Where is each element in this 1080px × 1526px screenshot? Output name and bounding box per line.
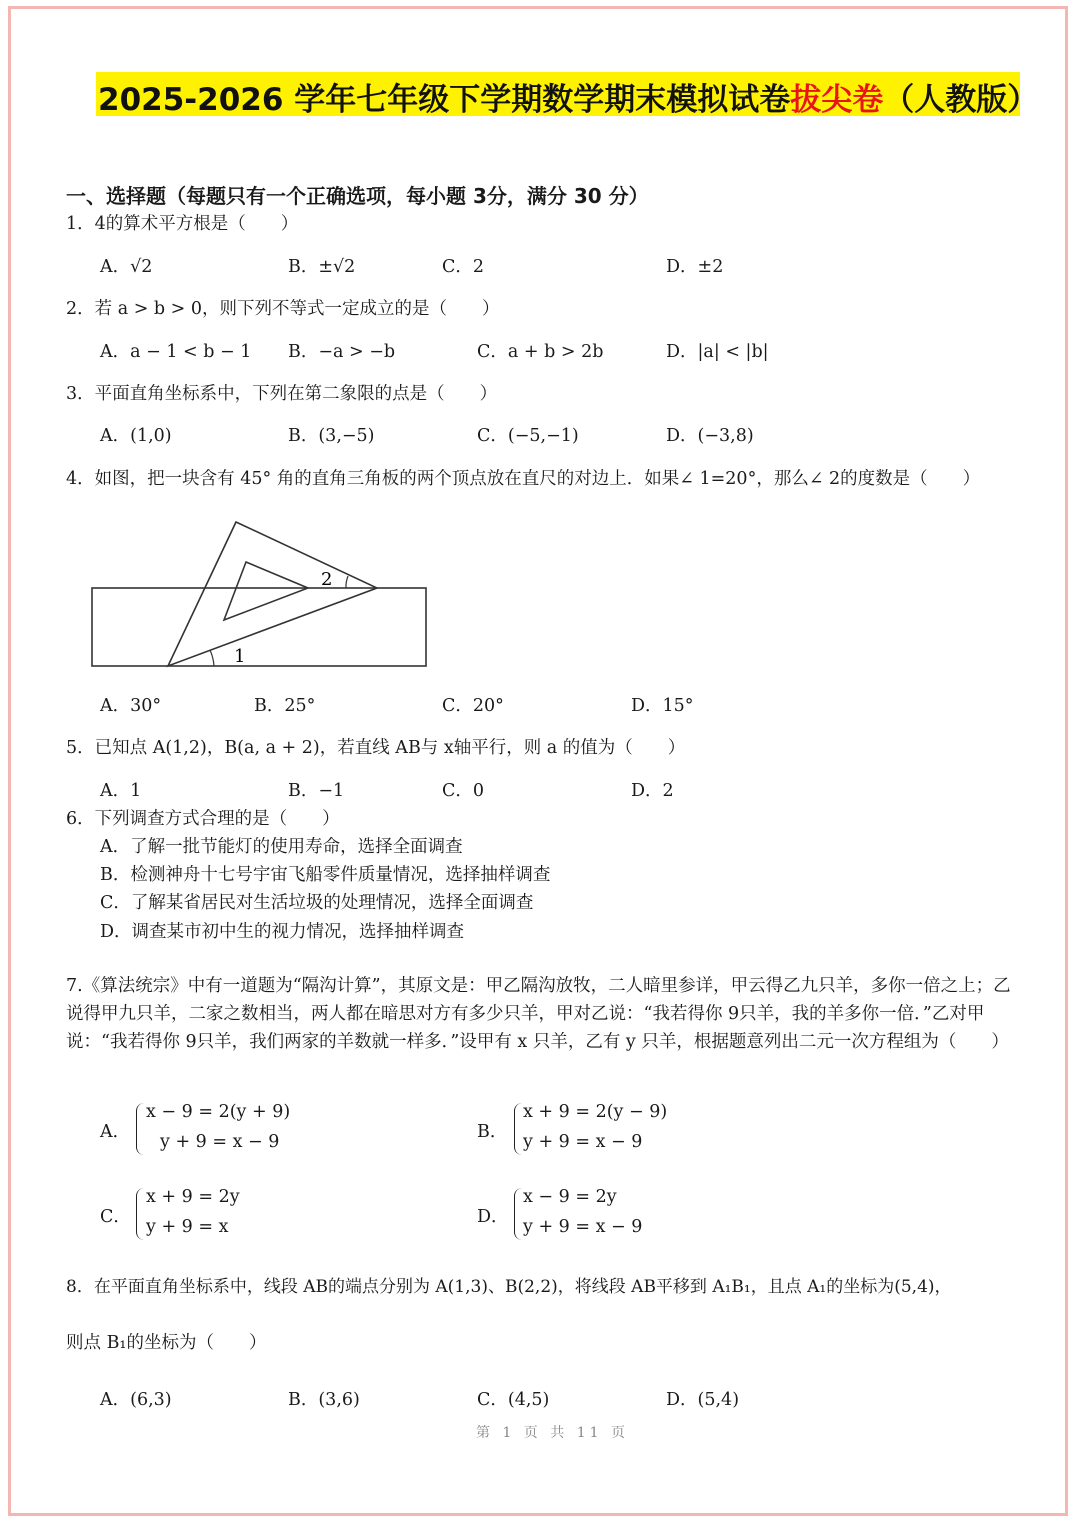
page-title: 2025-2026 学年七年级下学期数学期末模拟试卷拔尖卷（人教版） bbox=[98, 82, 1039, 118]
question-8-stem-line1: 8．在平面直角坐标系中，线段 AB的端点分别为 A(1,3)、B(2,2)，将线段 AB平移到 A₁B₁，且点 A₁的坐标为(5,4)， bbox=[66, 1277, 952, 1297]
q4-option-d[interactable]: D．15° bbox=[631, 696, 694, 716]
title-red-part: 拔尖卷 bbox=[790, 82, 884, 118]
q6-option-b[interactable]: B．检测神舟十七号宇宙飞船零件质量情况，选择抽样调查 bbox=[100, 865, 551, 885]
q2-option-a[interactable]: A．a − 1 < b − 1 bbox=[100, 342, 252, 362]
q3-option-a[interactable]: A．(1,0) bbox=[100, 426, 172, 446]
q5-option-d[interactable]: D．2 bbox=[631, 781, 674, 801]
q7-d-brace bbox=[514, 1188, 523, 1240]
triangle-ruler-figure bbox=[88, 516, 433, 674]
question-7-stem: 7.《算法统宗》中有一道题为“隔沟计算”，其原文是：甲乙隔沟放牧，二人暗里参详，甲云得乙九只羊，多你一倍之上；乙说得甲九只羊，二家之数相当，两人都在暗思对方有多少只羊，甲对乙说：“我若得你 9只羊，我的羊多你一倍．”乙对甲说：“我若得你 9只羊，我们两家的羊数就一样多．”设甲有 x 只羊，乙有 y 只羊，根据题意列出二元一次方程组为（ ） bbox=[66, 976, 1011, 1052]
q4-option-c[interactable]: C．20° bbox=[442, 696, 504, 716]
q8-option-c[interactable]: C．(4,5) bbox=[477, 1390, 550, 1410]
q5-option-c[interactable]: C．0 bbox=[442, 781, 485, 801]
q7-a-eq2: y + 9 = x − 9 bbox=[160, 1132, 280, 1152]
q4-option-b[interactable]: B．25° bbox=[254, 696, 316, 716]
q7-a-brace bbox=[136, 1103, 145, 1155]
q6-option-c[interactable]: C．了解某省居民对生活垃圾的处理情况，选择全面调查 bbox=[100, 893, 534, 913]
angle-2-arc bbox=[346, 576, 348, 588]
q1-option-d[interactable]: D．±2 bbox=[666, 257, 724, 277]
q2-option-d[interactable]: D．|a| < |b| bbox=[666, 342, 769, 362]
question-6-stem: 6．下列调查方式合理的是（ ） bbox=[66, 809, 340, 829]
angle-2-label: 2 bbox=[321, 569, 333, 590]
q7-c-eq1: x + 9 = 2y bbox=[146, 1187, 240, 1207]
q1-option-b[interactable]: B．±√2 bbox=[288, 257, 356, 277]
outer-triangle bbox=[168, 522, 377, 666]
q5-option-a[interactable]: A．1 bbox=[100, 781, 142, 801]
q3-option-b[interactable]: B．(3,−5) bbox=[288, 426, 375, 446]
q7-option-c-label[interactable]: C． bbox=[100, 1207, 131, 1227]
q7-option-a-label[interactable]: A． bbox=[100, 1122, 131, 1142]
q6-option-a[interactable]: A．了解一批节能灯的使用寿命，选择全面调查 bbox=[100, 837, 463, 857]
q7-option-b-label[interactable]: B． bbox=[477, 1122, 508, 1142]
angle-1-arc bbox=[210, 650, 214, 666]
q7-c-brace bbox=[136, 1188, 145, 1240]
q1-option-a[interactable]: A．√2 bbox=[100, 257, 153, 277]
q4-option-a[interactable]: A．30° bbox=[100, 696, 162, 716]
question-3-stem: 3．平面直角坐标系中，下列在第二象限的点是（ ） bbox=[66, 384, 498, 404]
q7-b-brace bbox=[514, 1103, 523, 1155]
q1-option-c[interactable]: C．2 bbox=[442, 257, 485, 277]
angle-1-label: 1 bbox=[234, 646, 246, 667]
q7-d-eq1: x − 9 = 2y bbox=[523, 1187, 617, 1207]
q3-option-d[interactable]: D．(−3,8) bbox=[666, 426, 754, 446]
question-5-stem: 5．已知点 A(1,2)，B(a, a + 2)，若直线 AB与 x轴平行，则 a 的值为（ ） bbox=[66, 738, 686, 758]
q8-option-b[interactable]: B．(3,6) bbox=[288, 1390, 360, 1410]
q7-c-eq2: y + 9 = x bbox=[146, 1217, 229, 1237]
question-2-stem: 2．若 a > b > 0，则下列不等式一定成立的是（ ） bbox=[66, 299, 500, 319]
q7-b-eq2: y + 9 = x − 9 bbox=[523, 1132, 643, 1152]
inner-triangle bbox=[224, 562, 308, 620]
question-1-stem: 1．4的算术平方根是（ ） bbox=[66, 214, 299, 234]
question-4-stem: 4．如图，把一块含有 45° 角的直角三角板的两个顶点放在直尺的对边上．如果∠ 1=20°，那么∠ 2的度数是（ ） bbox=[66, 469, 981, 489]
q2-option-b[interactable]: B．−a > −b bbox=[288, 342, 396, 362]
section-heading: 一、选择题（每题只有一个正确选项，每小题 3分，满分 30 分） bbox=[66, 184, 649, 208]
q7-a-eq1: x − 9 = 2(y + 9) bbox=[146, 1102, 291, 1122]
q3-option-c[interactable]: C．(−5,−1) bbox=[477, 426, 579, 446]
q7-option-d-label[interactable]: D． bbox=[477, 1207, 509, 1227]
q5-option-b[interactable]: B．−1 bbox=[288, 781, 345, 801]
q7-b-eq1: x + 9 = 2(y − 9) bbox=[523, 1102, 668, 1122]
q8-option-a[interactable]: A．(6,3) bbox=[100, 1390, 172, 1410]
question-8-stem-line2: 则点 B₁的坐标为（ ） bbox=[66, 1333, 267, 1353]
q6-option-d[interactable]: D．调查某市初中生的视力情况，选择抽样调查 bbox=[100, 922, 465, 942]
page-footer: 第 1 页 共 11 页 bbox=[476, 1425, 629, 1441]
q2-option-c[interactable]: C．a + b > 2b bbox=[477, 342, 604, 362]
ruler-rect bbox=[92, 588, 426, 666]
q7-d-eq2: y + 9 = x − 9 bbox=[523, 1217, 643, 1237]
q8-option-d[interactable]: D．(5,4) bbox=[666, 1390, 740, 1410]
